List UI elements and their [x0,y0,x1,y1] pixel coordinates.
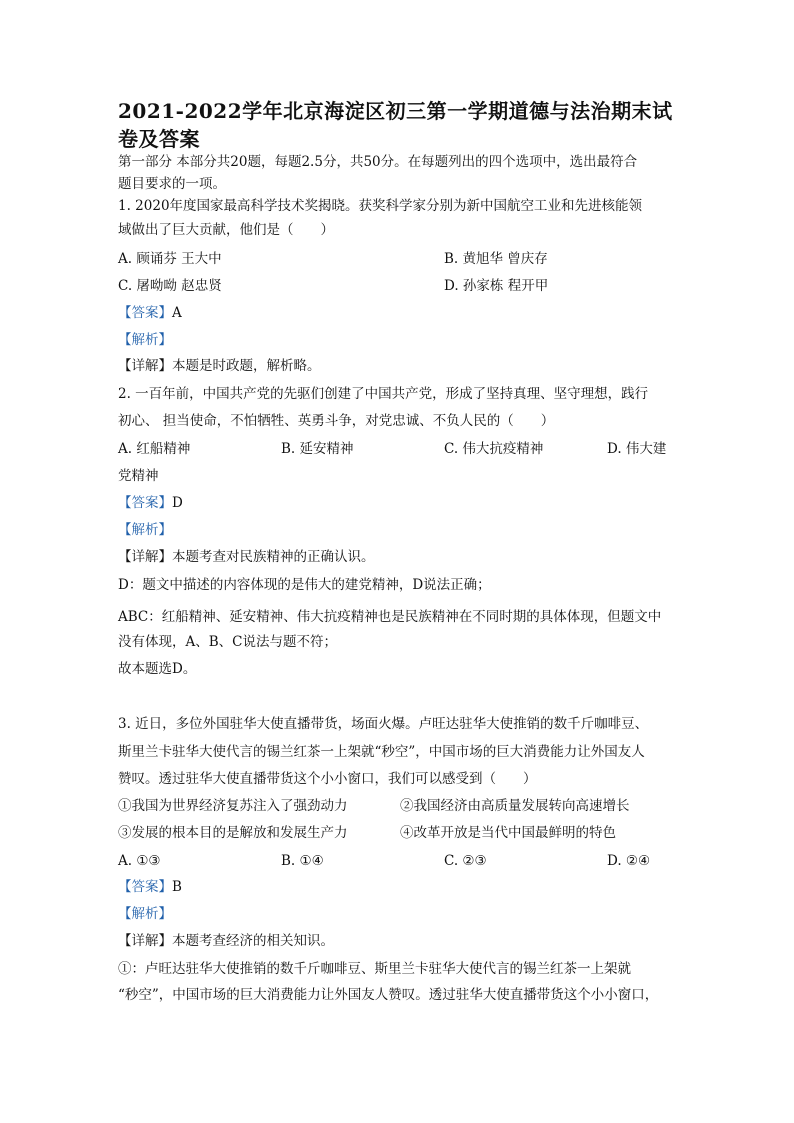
q2-option-a: A. 红船精神 [118,441,191,457]
intro-line-1: 第一部分 本部分共20题，每题2.5分，共50分。在每题列出的四个选项中，选出最符合 [118,154,638,170]
q2-stem-line-1: 2. 一百年前，中国共产党的先驱们创建了中国共产党，形成了坚持真理、坚守理想，践行 [118,386,649,402]
q1-option-b: B. 黄旭华 曾庆存 [444,251,548,267]
q2-analysis-tag: 【解析】 [118,522,172,538]
q2-extra-line-1: D：题文中描述的内容体现的是伟大的建党精神，D说法正确； [118,577,491,593]
q1-answer [118,304,182,322]
q1-option-c: C. 屠呦呦 赵忠贤 [118,278,222,294]
q3-option-a: A. ①③ [118,853,161,869]
q3-option-d: D. ②④ [607,853,651,869]
q3-stem-line-2: 斯里兰卡驻华大使代言的锡兰红茶一上架就“秒空”，中国市场的巨大消费能力让外国友人 [118,744,645,760]
q3-answer-value: B [172,879,182,895]
q2-detail [118,548,375,566]
q1-detail-tag: 【详解】 [118,358,172,374]
q3-extra-line-1: ①：卢旺达驻华大使推销的数千斤咖啡豆、斯里兰卡驻华大使代言的锡兰红茶一上架就 [118,961,631,977]
document-title [118,97,698,153]
q1-detail-text: 本题是时政题，解析略。 [172,358,321,374]
q1-option-a: A. 顾诵芬 王大中 [118,251,222,267]
q3-stem-line-3: 赞叹。透过驻华大使直播带货这个小小窗口，我们可以感受到（ ） [118,771,537,787]
q3-statement-3: ③发展的根本目的是解放和发展生产力 [118,825,348,841]
q2-option-b: B. 延安精神 [281,441,354,457]
q2-extra-line-4: 故本题选D。 [118,661,197,677]
q2-answer-value: D [172,495,183,511]
q3-detail-tag: 【详解】 [118,933,172,949]
q2-option-d: D. 伟大建 [607,441,667,457]
q1-detail [118,357,321,375]
q2-answer [118,494,183,512]
q3-extra-line-2: “秒空”，中国市场的巨大消费能力让外国友人赞叹。透过驻华大使直播带货这个小小窗口， [118,987,659,1003]
q2-stem-line-2: 初心、 担当使命，不怕牺牲、英勇斗争，对党忠诚、不负人民的（ ） [118,413,555,429]
q3-analysis-tag: 【解析】 [118,906,172,922]
q2-option-c: C. 伟大抗疫精神 [444,441,544,457]
q3-detail [118,932,334,950]
q1-stem-line-1: 1. 2020年度国家最高科学技术奖揭晓。获奖科学家分别为新中国航空工业和先进核能领 [118,198,643,214]
q2-extra-line-3: 没有体现，A、B、C说法与题不符； [118,634,337,650]
q3-stem-line-1: 3. 近日，多位外国驻华大使直播带货，场面火爆。卢旺达驻华大使推销的数千斤咖啡豆、 [118,716,649,732]
q3-option-c: C. ②③ [444,853,487,869]
q3-option-b: B. ①④ [281,853,324,869]
q3-statement-1: ①我国为世界经济复苏注入了强劲动力 [118,798,348,814]
q1-answer-value: A [172,305,182,321]
title-line-1: 2021-2022学年北京海淀区初三第一学期道德与法治期末试 [118,99,673,123]
q2-detail-tag: 【详解】 [118,549,172,565]
title-line-2: 卷及答案 [118,127,200,151]
q3-statement-4: ④改革开放是当代中国最鲜明的特色 [400,825,616,841]
q2-extra-line-2: ABC：红船精神、延安精神、伟大抗疫精神也是民族精神在不同时期的具体体现，但题文中 [118,609,662,625]
intro-line-2: 题目要求的一项。 [118,176,226,192]
q2-answer-tag: 【答案】 [118,495,172,511]
q3-detail-text: 本题考查经济的相关知识。 [172,933,334,949]
q3-answer-tag: 【答案】 [118,879,172,895]
q1-answer-tag: 【答案】 [118,305,172,321]
q1-option-d: D. 孙家栋 程开甲 [444,278,549,294]
q2-detail-text: 本题考查对民族精神的正确认识。 [172,549,375,565]
q3-answer [118,878,182,896]
q3-statement-2: ②我国经济由高质量发展转向高速增长 [400,798,630,814]
q1-stem-line-2: 域做出了巨大贡献，他们是（ ） [118,222,334,238]
q2-option-d-continued: 党精神 [118,468,159,484]
q1-analysis-tag: 【解析】 [118,332,172,348]
